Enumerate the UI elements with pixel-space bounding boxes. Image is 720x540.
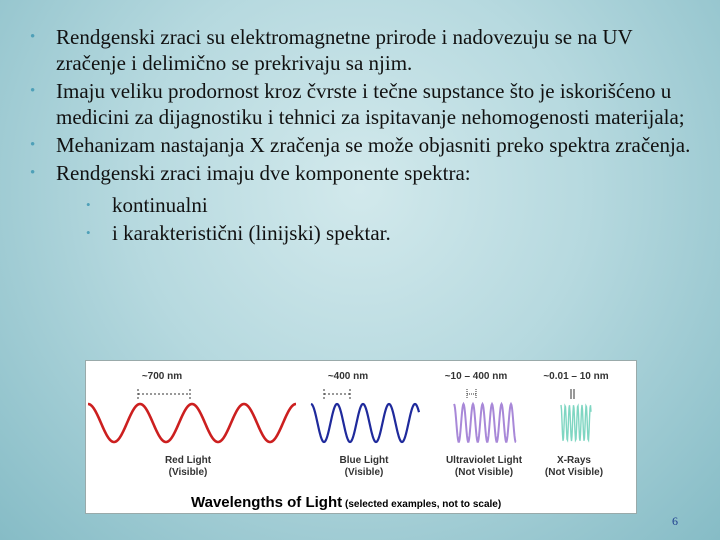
sub-bullet-text: i karakteristični (linijski) spektar.: [112, 221, 391, 245]
bullet-list: [30, 24, 700, 248]
wave-curve: [454, 404, 516, 442]
bullet-text: Rendgenski zraci imaju dve komponente spektra:: [56, 161, 471, 185]
wave-range-label: ~10 – 400 nm: [444, 371, 508, 382]
wave-note-label: (Visible): [344, 467, 384, 478]
wavelength-marker: [138, 389, 190, 399]
bullet-text: Imaju veliku prodornost kroz čvrste i tečne supstance što je iskorišćeno u medicini za dijagnostiku i tehnici za ispitavanje nehomogenosti materijala;: [56, 79, 685, 129]
sub-bullet-item: [56, 192, 700, 218]
wave-name-label: Red Light: [164, 455, 212, 466]
bullet-marker: •: [30, 165, 36, 181]
bullet-item: [30, 78, 700, 130]
wave-name-label: Blue Light: [339, 455, 389, 466]
bullet-item: [30, 132, 700, 158]
wave-note-label: (Not Visible): [454, 467, 514, 478]
figure-subtitle: (selected examples, not to scale): [345, 499, 502, 510]
bullet-marker: •: [30, 29, 36, 45]
bullet-item: [30, 160, 700, 246]
sub-bullet-text: kontinualni: [112, 193, 208, 217]
wave-range-label: ~700 nm: [141, 371, 183, 382]
wave-curve: [88, 404, 296, 442]
bullet-item: [30, 24, 700, 76]
sub-bullet-item: [56, 220, 700, 246]
wavelengths-diagram: [86, 361, 636, 513]
wave-range-label: ~400 nm: [327, 371, 369, 382]
wave-note-label: (Not Visible): [544, 467, 604, 478]
sub-bullet-marker: •: [86, 197, 91, 212]
wavelengths-figure: [85, 360, 637, 514]
wave-name-label: X-Rays: [557, 455, 591, 466]
wave-range-label: ~0.01 – 10 nm: [543, 371, 609, 382]
wave-curve: [311, 404, 419, 442]
wave-name-label: Ultraviolet Light: [445, 455, 523, 466]
bullet-text: Rendgenski zraci su elektromagnetne prirode i nadovezuju se na UV zračenje i delimično se prekrivaju sa njim.: [56, 25, 633, 75]
bullet-marker: •: [30, 137, 36, 153]
waves-group: [88, 404, 591, 442]
wave-curve: [561, 405, 591, 441]
bullet-marker: •: [30, 83, 36, 99]
wave-note-label: (Visible): [168, 467, 208, 478]
figure-title: Wavelengths of Light: [191, 494, 343, 511]
wavelength-marker: [467, 389, 476, 399]
wavelength-marker: [324, 389, 350, 399]
sub-bullet-marker: •: [86, 225, 91, 240]
wavelength-marker: [571, 389, 574, 399]
page-number: 6: [672, 514, 678, 528]
bullet-text: Mehanizam nastajanja X zračenja se može objasniti preko spektra zračenja.: [56, 133, 691, 157]
